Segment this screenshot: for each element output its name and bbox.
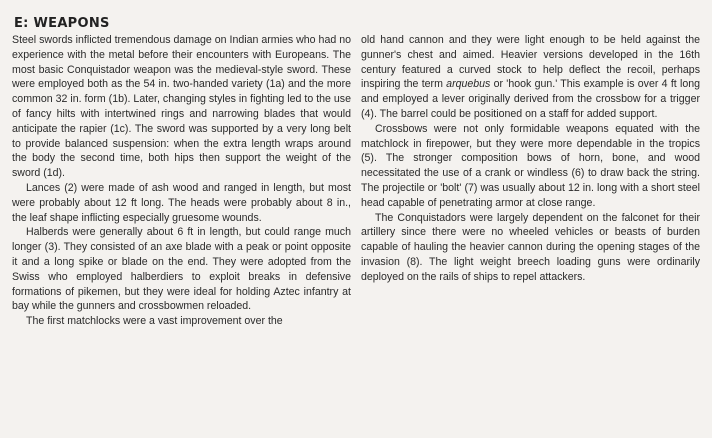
right-column	[361, 33, 700, 329]
section-heading: E: WEAPONS	[14, 16, 110, 31]
left-column	[12, 33, 351, 329]
paragraph-falconet: The Conquistadors were largely dependent on the falconet for their artillery since there were no wheeled vehicles or beasts of burden capable of hauling the heavier cannon during the opening stages of the invasion (8). The light weight breech loading guns were ordinarily deployed on the rails of ships to repel attackers.	[361, 211, 700, 283]
matchlock-text-a: old hand cannon and they were light enough to be held against the gunner's chest and aimed. Heavier versions developed in the 16th century featured a curved stock to help deflect the recoil, perhaps inspiring the term	[361, 34, 700, 91]
paragraph-crossbows: Crossbows were not only formidable weapons equated with the matchlock in firepower, but they were more dependable in the tropics (5). The stronger composition bows of horn, bone, and wood necessitated the use of a crank or windless (6) to draw back the string. The projectile or 'bolt' (7) was usually about 12 in. long with a short steel head capable of penetrating armor at close range.	[361, 122, 700, 209]
paragraph-lances: Lances (2) were made of ash wood and ranged in length, but most were probably about 12 ft long. The heads were probably about 8 in., the leaf shape inflicting especially gruesome wounds.	[12, 181, 351, 224]
paragraph-swords: Steel swords inflicted tremendous damage on Indian armies who had no experience with the metal before their encounters with Europeans. The most basic Conquistador weapon was the medieval-style sword. These were employed both as the 54 in. two-handed variety (1a) and the more common 32 in. form (1b). Later, changing styles in fighting led to the use of fancy hilts with intertwined rings and narrowing blades that would anticipate the rapier (1c). The sword was supported by a very long belt to provide balanced suspension: when the extra length wraps around the body the second time, both hips then support the weight of the sword (1d).	[12, 34, 351, 180]
matchlock-text-b: or 'hook gun.' This example is over 4 ft long and employed a lever originally derived from the crossbow for a trigger (4). The barrel could be positioned on a staff for added support.	[361, 78, 700, 120]
paragraph-matchlocks-continued	[361, 33, 700, 122]
paragraph-matchlocks-start: The first matchlocks were a vast improvement over the	[26, 315, 283, 328]
paragraph-halberds: Halberds were generally about 6 ft in length, but could range much longer (3). They consisted of an axe blade with a peak or point opposite it and a long spike or blade on the end. They were adopted from the Swiss who employed halberdiers to exploit breaks in defensive formations of pikemen, but they were ideal for holding Aztec infantry at bay while the gunners and crossbowmen reloaded.	[12, 226, 351, 313]
arquebus-term: arquebus	[446, 78, 491, 91]
text-columns	[12, 33, 700, 329]
